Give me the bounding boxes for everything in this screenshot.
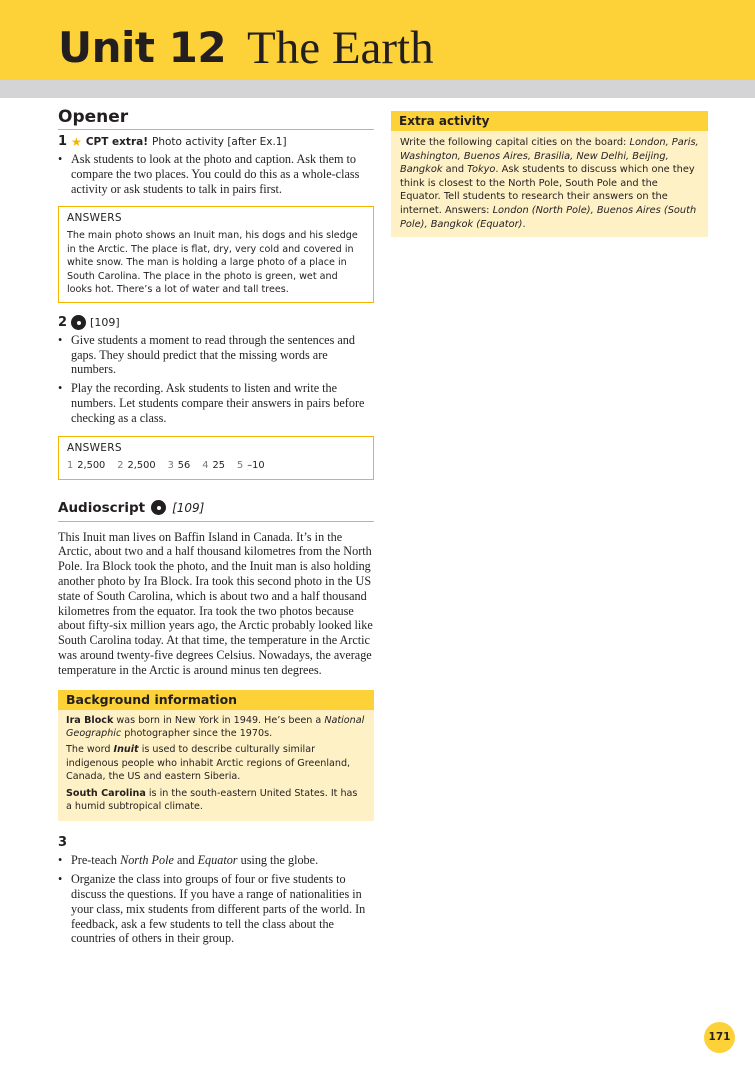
left-column (58, 106, 374, 950)
answers-box-2 (58, 436, 374, 480)
answer-item: 2 2,500 (117, 459, 156, 471)
answer-item: 3 56 (167, 459, 191, 471)
extra-activity-body: Write the following capital cities on the board: London, Paris, Washington, Buenos Aires, Brasilia, New Delhi, Beijing, Bangkok and Tokyo. Ask students to discuss which one they think is closest to the North Pole, South Pole and the Equator. Tell students to research their answers on the internet. Answers: London (North Pole), Buenos Aires (South Pole), Bangkok (Equator). (400, 137, 699, 230)
bullet-item: • Give students a moment to read through the sentences and gaps. They should predict that the missing words are numbers. (58, 333, 374, 377)
background-paragraph: Ira Block was born in New York in 1949. He’s been a National Geographic photographer since the 1970s. (66, 714, 365, 740)
answer-item: 4 25 (202, 459, 225, 471)
answers-label: ANSWERS (67, 441, 122, 454)
bullet-item: • Pre-teach North Pole and Equator using the globe. (58, 853, 374, 868)
unit-header-band (0, 0, 755, 80)
unit-number: Unit 12 (58, 23, 227, 72)
extra-activity-box (391, 111, 708, 237)
bullet-item: • Play the recording. Ask students to listen and write the numbers. Let students compare their answers in pairs before checking as a class. (58, 381, 374, 425)
background-paragraph: South Carolina is in the south-eastern United States. It has a humid subtropical climate. (66, 787, 358, 813)
track-number: [109] (90, 315, 120, 329)
audioscript-heading (58, 498, 374, 522)
exercise-number: 2 (58, 314, 68, 330)
exercise-subtitle: Photo activity [after Ex.1] (152, 136, 287, 148)
exercise-number: 1 (58, 134, 68, 149)
background-info-box (58, 690, 374, 822)
background-info-title: Background information (58, 690, 374, 710)
unit-title: The Earth (247, 22, 434, 74)
audio-cd-icon (71, 315, 86, 330)
bullet-item: • Ask students to look at the photo and caption. Ask them to compare the two places. You could do this as a whole-class activity or ask students to talk in pairs first. (58, 152, 374, 196)
header-stripe (0, 80, 755, 98)
right-column (391, 111, 708, 237)
cpt-extra-tag: CPT extra! (85, 136, 148, 148)
answer-item: 1 2,500 (67, 459, 106, 471)
answers-text: The main photo shows an Inuit man, his dogs and his sledge in the Arctic. The place is flat, dry, very cold and covered in white snow. The man is holding a large photo of a place in South Carolina. The place in the photo is green, wet and looks hot. There’s a lot of water and tall trees. (67, 230, 358, 296)
exercise-2-bullets (58, 333, 374, 426)
background-info-body (58, 710, 374, 822)
exercise-3-bullets (58, 853, 374, 946)
answer-item: 5 –10 (236, 459, 265, 471)
page-number: 171 (704, 1022, 735, 1053)
answers-box-1 (58, 206, 374, 303)
exercise-1-bullets (58, 152, 374, 196)
audioscript-title: Audioscript (58, 499, 146, 516)
exercise-1-heading (58, 134, 374, 150)
background-paragraph: The word Inuit is used to describe culturally similar indigenous people who inhabit Arctic regions of Greenland, Canada, the US and eastern Siberia. (66, 744, 351, 783)
audio-cd-icon (151, 500, 166, 515)
audioscript-text: This Inuit man lives on Baffin Island in Canada. It’s in the Arctic, about two and a half thousand kilometres from the North Pole. Ira Block took the photo, and the Inuit man is also holding another photo by Ira Block. Ira took this second photo in the US state of South Carolina, which is about two and a half thousand kilometres from the equator. Ira took the two photos because about fifty-six million years ago, the Arctic probably looked like South Carolina today. At that time, the temperature in the Arctic was around twenty-five degrees Celsius. Nowadays, the average temperature in the Arctic is around minus ten degrees. (58, 529, 373, 677)
extra-activity-title: Extra activity (391, 111, 708, 131)
exercise-3-number: 3 (58, 835, 68, 851)
answers-label: ANSWERS (67, 212, 122, 225)
bullet-item: • Organize the class into groups of four or five students to discuss the questions. If you have a range of nationalities in your class, mix students from different parts of the world. In feedback, ask a few students to tell the class about the countries of others in their group. (58, 872, 374, 946)
star-icon: ★ (71, 135, 82, 149)
answers-list (67, 458, 365, 474)
track-number: [109] (172, 500, 205, 515)
opener-heading: Opener (58, 106, 374, 130)
exercise-2-heading (58, 315, 374, 331)
